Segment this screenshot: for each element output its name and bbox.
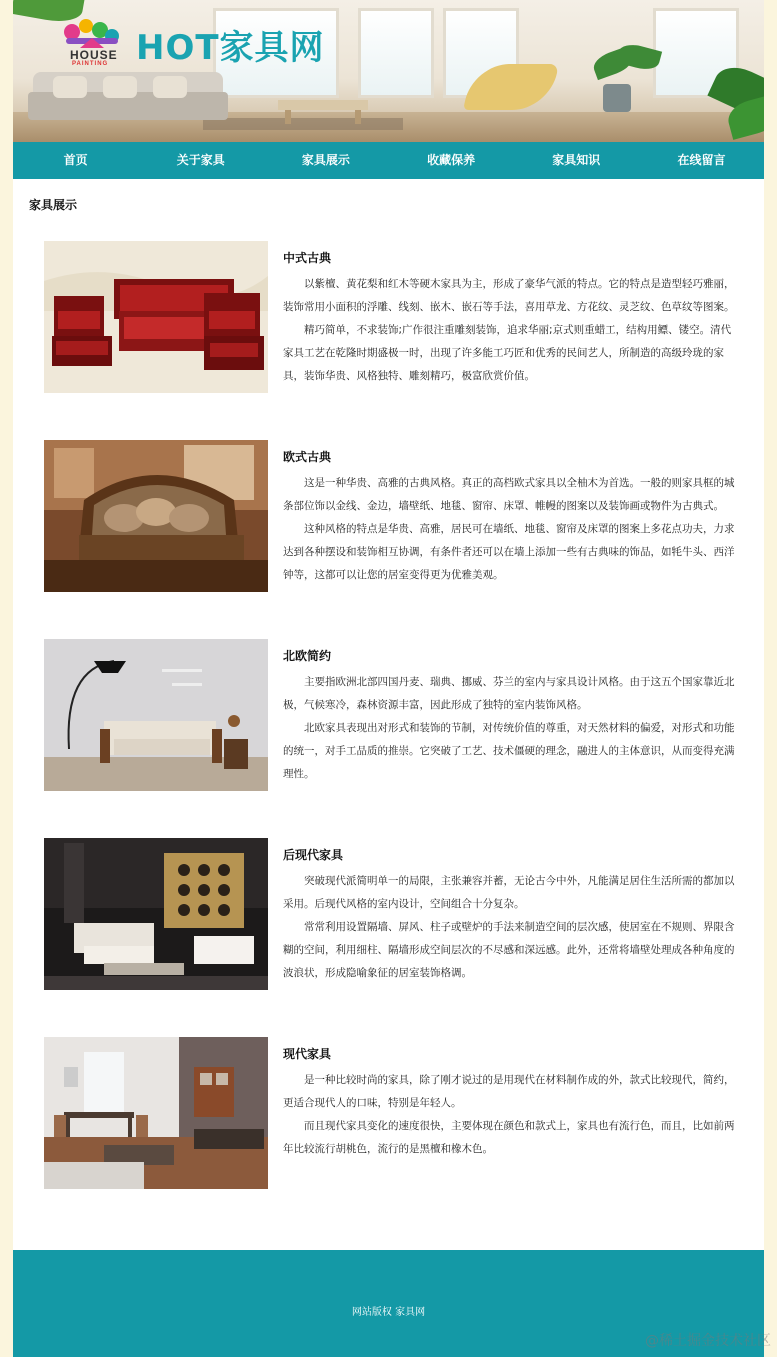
item-title: 中式古典	[283, 251, 332, 265]
banner-rug	[203, 118, 403, 130]
logo-house-text: HOUSE	[70, 48, 118, 62]
section-title: 家具展示	[29, 198, 78, 212]
watermark: @稀土掘金技术社区	[645, 1333, 771, 1349]
modern-furniture-room-photo[interactable]	[44, 1037, 268, 1189]
banner-table-leg	[355, 110, 361, 124]
chinese-classical-furniture-photo[interactable]	[44, 241, 268, 393]
banner-table-leg	[285, 110, 291, 124]
item-description	[283, 671, 737, 786]
item-description	[283, 273, 737, 388]
furniture-item	[13, 1037, 764, 1197]
furniture-item	[13, 838, 764, 998]
item-description	[283, 472, 737, 587]
item-paragraph: 是一种比较时尚的家具，除了刚才说过的是用现代在材料制作成的外，款式比较现代，简约，更适合现代人的口味，特别是年轻人。	[283, 1074, 735, 1109]
item-paragraph: 而且现代家具变化的速度很快，主要体现在颜色和款式上，家具也有流行色，而且，比如前两年比较流行胡桃色，流行的是黑檀和橡木色。	[283, 1120, 735, 1155]
banner-cushion	[103, 76, 137, 98]
page-container	[13, 0, 764, 1357]
banner-coffee-table	[278, 100, 368, 110]
postmodern-living-room-photo[interactable]	[44, 838, 268, 990]
banner-window	[358, 8, 434, 98]
item-paragraph: 精巧简单，不求装饰;广作很注重雕刻装饰，追求华丽;京式则重蜡工，结构用鳔、镂空。清代家具工艺在乾隆时期盛极一时，出现了许多能工巧匠和优秀的民间艺人，所制造的高级玲珑的家具，装饰华贵、风格独特、雕刻精巧，极富欣赏价值。	[283, 324, 732, 382]
european-classical-sofa-photo[interactable]	[44, 440, 268, 592]
banner-cushion	[53, 76, 87, 98]
furniture-item	[13, 440, 764, 600]
main-nav	[13, 142, 764, 179]
item-paragraph: 以紫檀、黄花梨和红木等硬木家具为主，形成了豪华气派的特点。它的特点是造型轻巧雅丽，装饰常用小面积的浮雕、线刻、嵌木、嵌石等手法，喜用草龙、方花纹、灵芝纹、色草纹等图案。	[283, 278, 735, 313]
furniture-item	[13, 241, 764, 401]
item-paragraph: 常常利用设置隔墙、屏风、柱子或壁炉的手法来制造空间的层次感，使居室在不规则、界限含糊的空间，利用细柱、隔墙形成空间层次的不尽感和深远感。此外，还常将墙壁处理成各种角度的波浪状，形成隐喻象征的居室装饰格调。	[283, 921, 735, 979]
nav-item-knowledge[interactable]: 家具知识	[552, 153, 601, 167]
nav-item-message[interactable]: 在线留言	[677, 153, 726, 167]
item-paragraph: 突破现代派简明单一的局限，主张兼容并蓄，无论古今中外，凡能满足居住生活所需的都加以采用。后现代风格的室内设计，空间组合十分复杂。	[283, 875, 735, 910]
furniture-item	[13, 639, 764, 799]
item-description	[283, 1069, 737, 1161]
nordic-minimalist-sofa-photo[interactable]	[44, 639, 268, 791]
item-paragraph: 北欧家具表现出对形式和装饰的节制，对传统价值的尊重，对天然材料的偏爱，对形式和功能的统一，对手工品质的推崇。它突破了工艺、技术僵硬的理念，融进人的主体意识，从而变得充满理性。	[283, 722, 735, 780]
site-title: HOT家具网	[136, 28, 325, 68]
item-title: 后现代家具	[283, 848, 344, 862]
nav-item-showcase[interactable]: 家具展示	[301, 153, 350, 167]
header-banner	[13, 0, 764, 142]
nav-item-care[interactable]: 收藏保养	[427, 153, 476, 167]
item-title: 现代家具	[283, 1047, 332, 1061]
item-description	[283, 870, 737, 985]
item-title: 欧式古典	[283, 450, 332, 464]
banner-cushion	[153, 76, 187, 98]
item-title: 北欧简约	[283, 649, 332, 663]
item-paragraph: 主要指欧洲北部四国丹麦、瑞典、挪威、芬兰的室内与家具设计风格。由于这五个国家靠近北极，气候寒冷，森林资源丰富，因此形成了独特的室内装饰风格。	[283, 676, 735, 711]
footer-copyright: 网站版权 家具网	[351, 1307, 426, 1318]
nav-item-home[interactable]: 首页	[63, 153, 88, 167]
nav-item-about[interactable]: 关于家具	[176, 153, 225, 167]
logo-painting-text: PAINTING	[72, 61, 109, 67]
item-paragraph: 这是一种华贵、高雅的古典风格。真正的高档欧式家具以全柚木为首选。一般的则家具框的城条部位饰以金线、金边，墙壁纸、地毯、窗帘、床罩、帷幔的图案以及装饰画或物件为古典式。	[283, 477, 735, 512]
banner-plant-pot	[603, 84, 631, 112]
item-paragraph: 这种风格的特点是华贵、高雅，居民可在墙纸、地毯、窗帘及床罩的图案上多花点功夫，力求达到各种摆设和装饰相互协调，有条件者还可以在墙上添加一些有古典味的饰品，如牦牛头、西洋钟等，这都可以让您的居室变得更为优雅美观。	[283, 523, 735, 581]
